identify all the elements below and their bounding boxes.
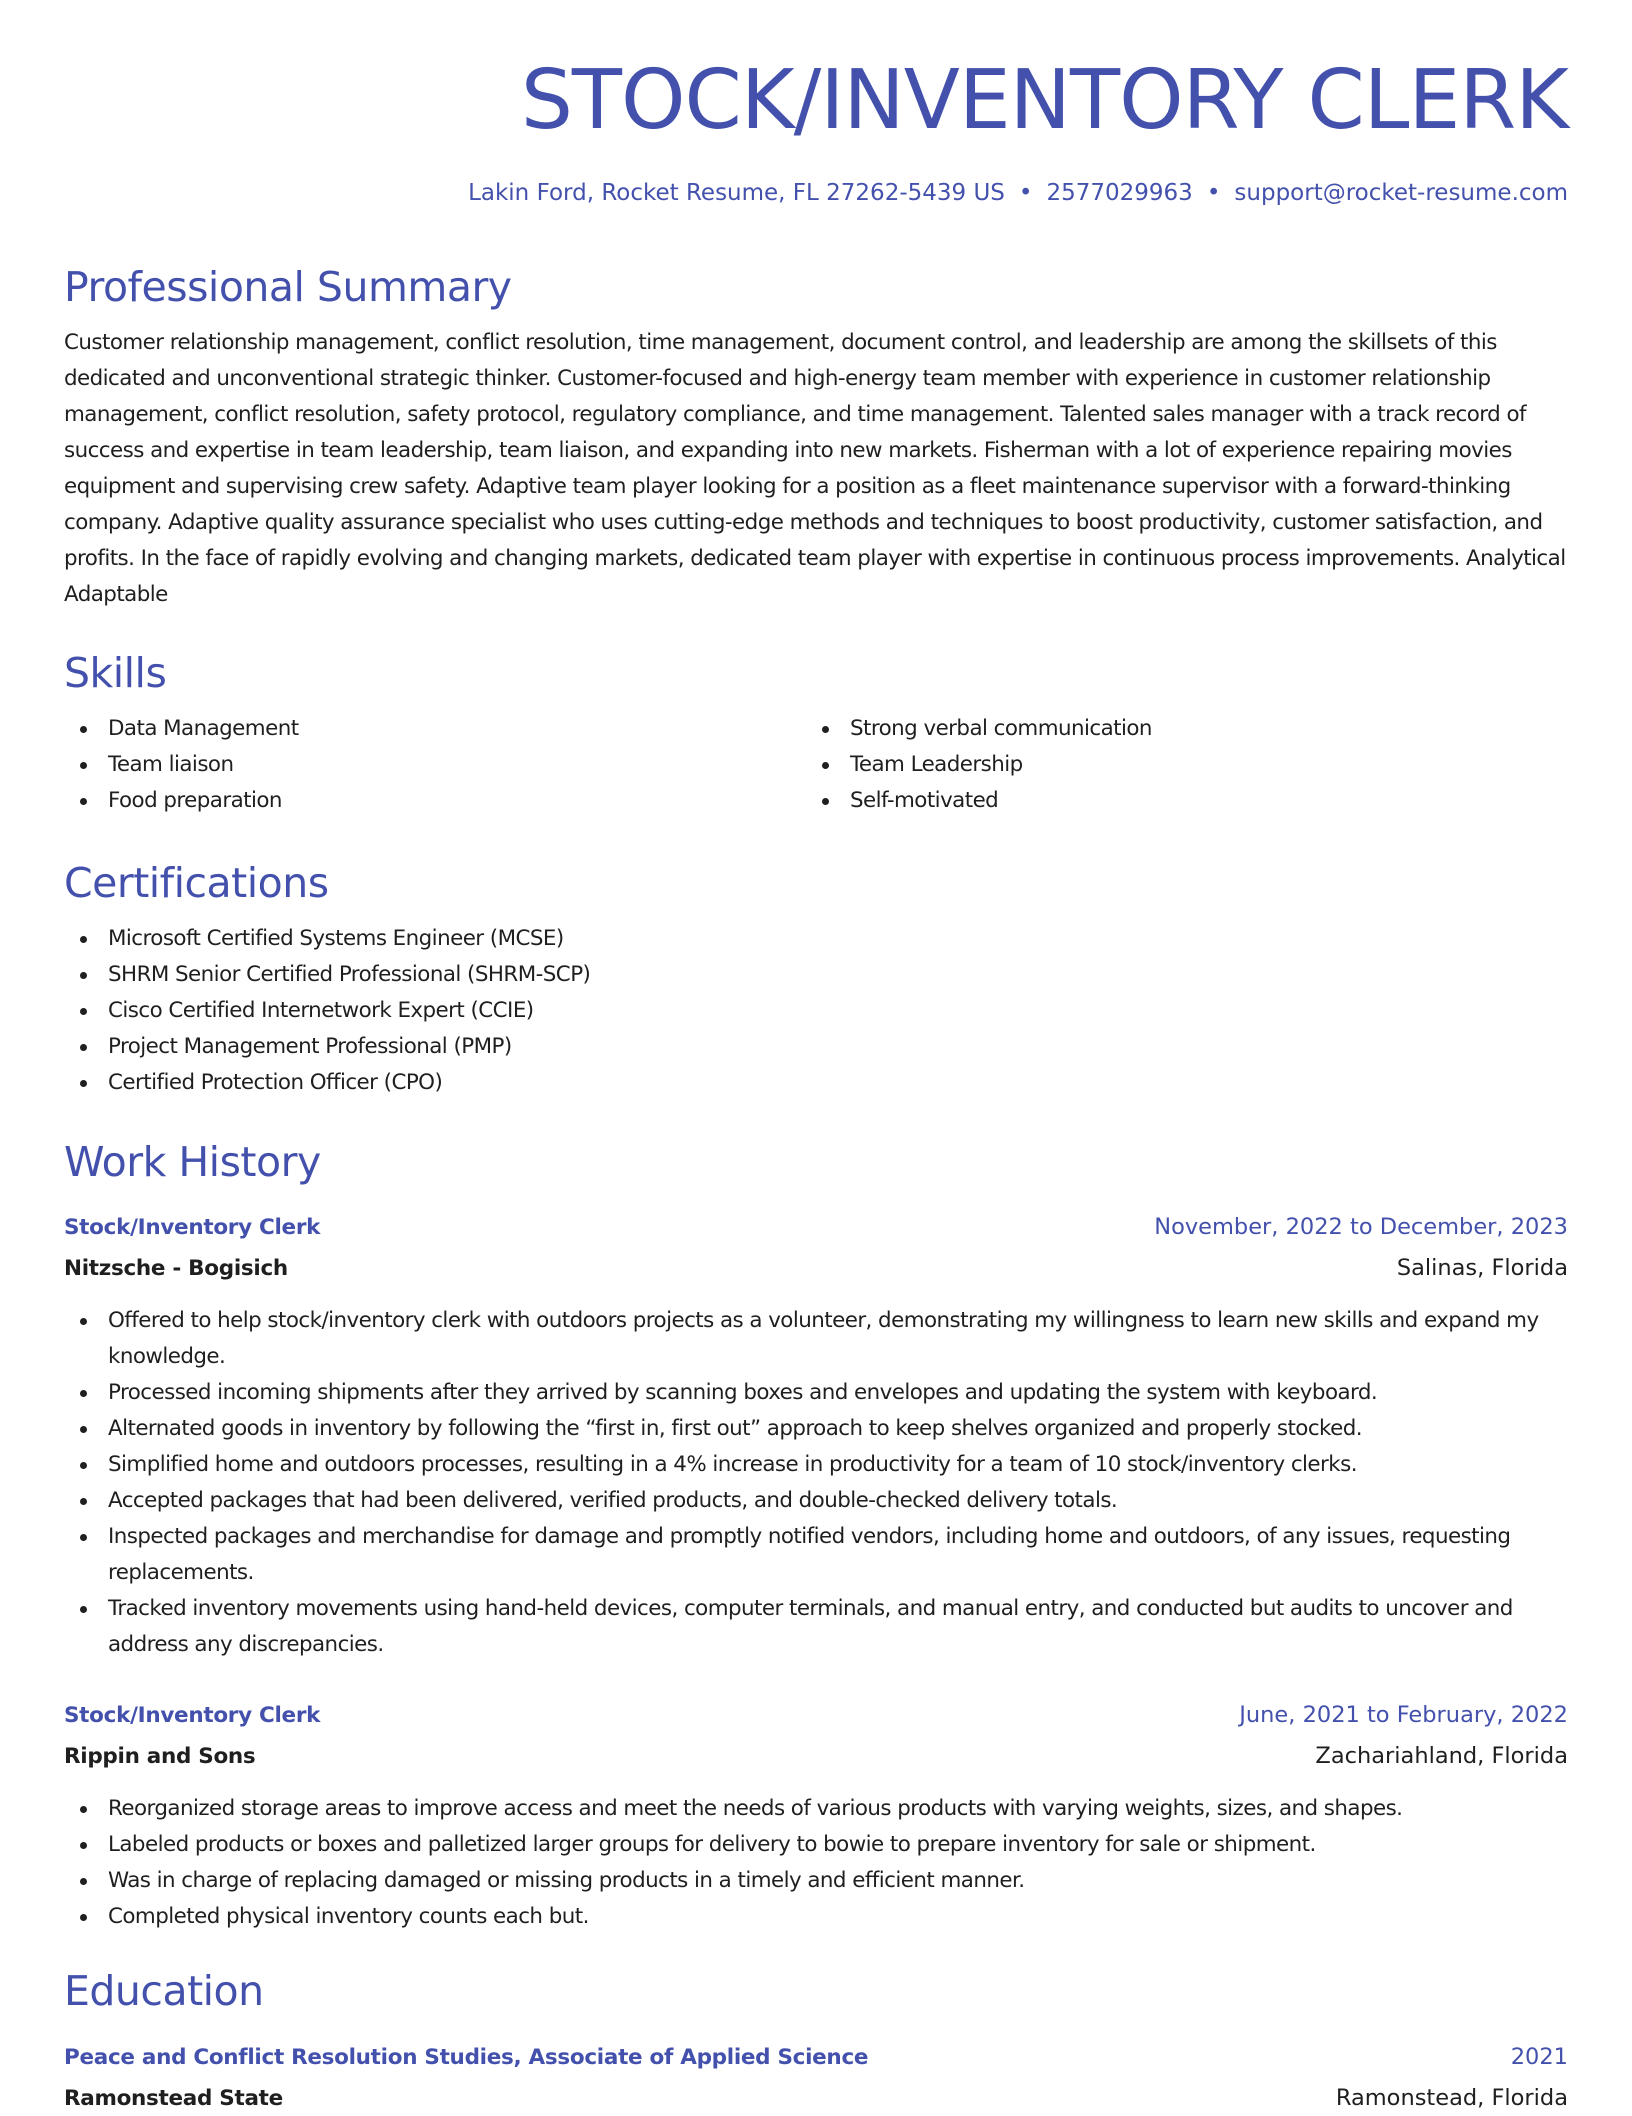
certification-item: Microsoft Certified Systems Engineer (MCSE) — [64, 921, 1568, 957]
job-title-heading: STOCK/INVENTORY CLERK — [520, 53, 1568, 148]
job-company: Nitzsche - Bogisich — [64, 1256, 288, 1281]
certification-item: Certified Protection Officer (CPO) — [64, 1065, 1568, 1101]
skill-item: Strong verbal communication — [806, 711, 1548, 747]
skills-columns — [64, 711, 1568, 819]
education-heading: Education — [64, 1967, 264, 2015]
job-title-row — [64, 1210, 1568, 1245]
job-bullets — [64, 1791, 1568, 1935]
job-bullet: Simplified home and outdoors processes, resulting in a 4% increase in productivity for a team of 10 stock/inventory clerks. — [64, 1447, 1568, 1483]
job-dates: June, 2021 to February, 2022 — [1239, 1702, 1568, 1728]
contact-address: Lakin Ford, Rocket Resume, FL 27262-5439 US — [468, 180, 1005, 206]
skills-heading: Skills — [64, 649, 167, 697]
skill-item: Team liaison — [64, 747, 806, 783]
education-entry — [64, 2040, 1568, 2116]
skills-list-right — [806, 711, 1548, 819]
resume-header — [64, 52, 1568, 150]
certification-item: Cisco Certified Internetwork Expert (CCIE) — [64, 993, 1568, 1029]
certifications-section — [64, 858, 1568, 1101]
job-bullet: Labeled products or boxes and palletized larger groups for delivery to bowie to prepare inventory for sale or shipment. — [64, 1827, 1568, 1863]
job-bullet: Tracked inventory movements using hand-held devices, computer terminals, and manual entry, and conducted but audits to uncover and address any discrepancies. — [64, 1591, 1568, 1663]
work-history-heading: Work History — [64, 1138, 321, 1186]
contact-separator: • — [1206, 180, 1221, 206]
certifications-heading: Certifications — [64, 859, 329, 907]
education-school-row — [64, 2081, 1568, 2116]
job-bullet: Reorganized storage areas to improve access and meet the needs of various products with varying weights, sizes, and shapes. — [64, 1791, 1568, 1827]
certifications-list — [64, 921, 1568, 1101]
education-school: Ramonstead State — [64, 2086, 283, 2111]
skill-item: Team Leadership — [806, 747, 1548, 783]
work-history-section — [64, 1137, 1568, 1187]
job-company: Rippin and Sons — [64, 1744, 256, 1769]
job-location: Salinas, Florida — [1396, 1255, 1568, 1281]
skill-item: Food preparation — [64, 783, 806, 819]
job-company-row — [64, 1739, 1568, 1774]
contact-phone: 2577029963 — [1046, 180, 1193, 206]
job-entry — [64, 1698, 1568, 1935]
skill-item: Data Management — [64, 711, 806, 747]
job-bullets — [64, 1303, 1568, 1663]
education-degree-row — [64, 2040, 1568, 2075]
job-entry — [64, 1210, 1568, 1663]
job-title: Stock/Inventory Clerk — [64, 1215, 321, 1240]
contact-email: support@rocket-resume.com — [1234, 180, 1568, 206]
job-dates: November, 2022 to December, 2023 — [1154, 1214, 1568, 1240]
education-year: 2021 — [1510, 2044, 1568, 2070]
skills-list-left — [64, 711, 806, 819]
job-location: Zachariahland, Florida — [1315, 1743, 1568, 1769]
education-degree: Peace and Conflict Resolution Studies, Associate of Applied Science — [64, 2045, 869, 2070]
summary-text: Customer relationship management, conflict resolution, time management, document control, and leadership are among the skillsets of this dedicated and unconventional strategic thinker. Customer-focused and high-energy team member with experience in customer relationship management, conflict resolution, safety protocol, regulatory compliance, and time management. Talented sales manager with a track record of success and expertise in team leadership, team liaison, and expanding into new markets. Fisherman with a lot of experience repairing movies equipment and supervising crew safety. Adaptive team player looking for a position as a fleet maintenance supervisor with a forward-thinking company. Adaptive quality assurance specialist who uses cutting-edge methods and techniques to boost productivity, customer satisfaction, and profits. In the face of rapidly evolving and changing markets, dedicated team player with expertise in continuous process improvements. Analytical Adaptable — [64, 330, 1566, 607]
summary-heading: Professional Summary — [64, 263, 512, 311]
job-bullet: Accepted packages that had been delivered, verified products, and double-checked delivery totals. — [64, 1483, 1568, 1519]
contact-line — [64, 178, 1568, 208]
summary-section — [64, 262, 1568, 613]
job-bullet: Completed physical inventory counts each but. — [64, 1899, 1568, 1935]
job-bullet: Inspected packages and merchandise for damage and promptly notified vendors, including home and outdoors, of any issues, requesting replacements. — [64, 1519, 1568, 1591]
job-title-row — [64, 1698, 1568, 1733]
job-bullet: Was in charge of replacing damaged or missing products in a timely and efficient manner. — [64, 1863, 1568, 1899]
skills-section — [64, 648, 1568, 819]
certification-item: SHRM Senior Certified Professional (SHRM-SCP) — [64, 957, 1568, 993]
job-bullet: Processed incoming shipments after they arrived by scanning boxes and envelopes and updating the system with keyboard. — [64, 1375, 1568, 1411]
skill-item: Self-motivated — [806, 783, 1548, 819]
education-location: Ramonstead, Florida — [1335, 2085, 1568, 2111]
job-bullet: Offered to help stock/inventory clerk with outdoors projects as a volunteer, demonstrating my willingness to learn new skills and expand my knowledge. — [64, 1303, 1568, 1375]
job-bullet: Alternated goods in inventory by following the “first in, first out” approach to keep shelves organized and properly stocked. — [64, 1411, 1568, 1447]
education-section — [64, 1966, 1568, 2016]
contact-separator: • — [1018, 180, 1033, 206]
job-company-row — [64, 1251, 1568, 1286]
certification-item: Project Management Professional (PMP) — [64, 1029, 1568, 1065]
job-title: Stock/Inventory Clerk — [64, 1703, 321, 1728]
